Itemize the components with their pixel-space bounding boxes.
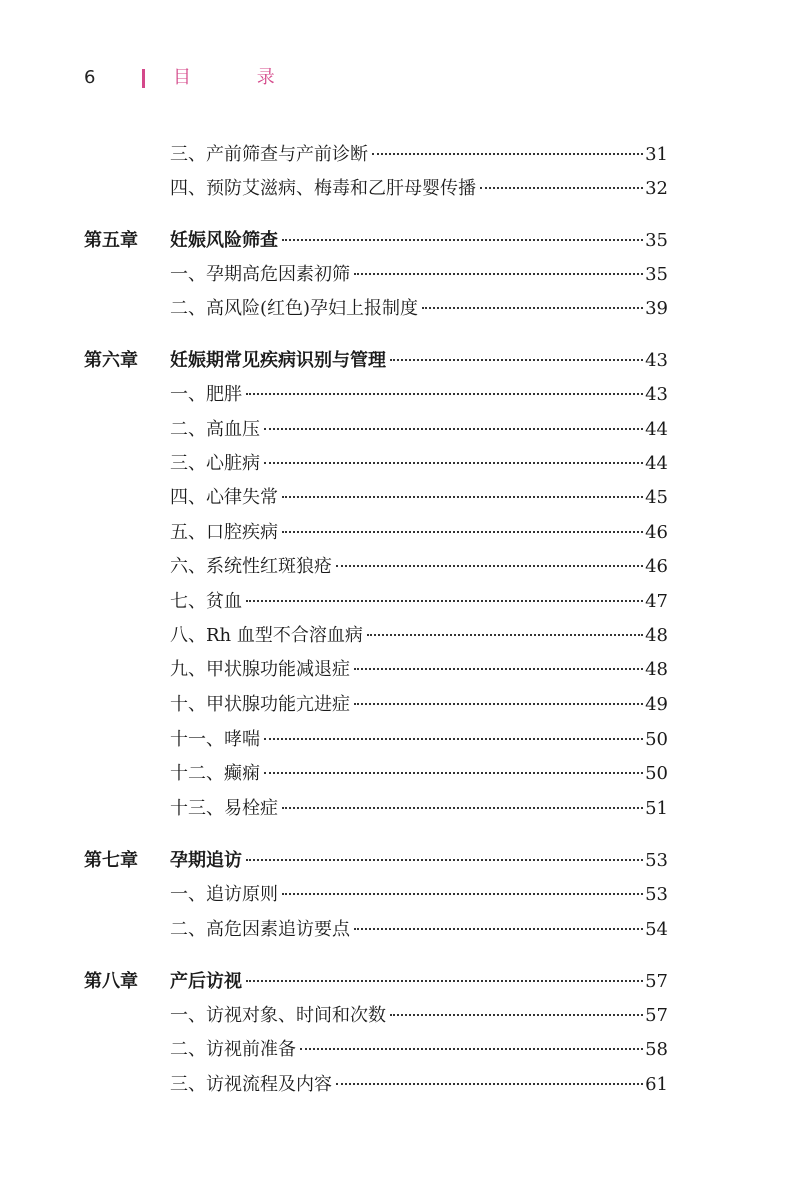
- leader-dots: [354, 273, 643, 275]
- leader-dots: [422, 307, 643, 309]
- toc-entry-page: 44: [645, 419, 668, 440]
- toc-entry-title: 十一、哮喘: [170, 729, 260, 750]
- toc-entry-page: 35: [645, 264, 668, 285]
- leader-dots: [354, 928, 643, 930]
- leader-dots: [480, 187, 643, 189]
- toc-entry-page: 61: [645, 1074, 668, 1095]
- leader-dots: [336, 1083, 643, 1085]
- toc-entry[interactable]: [170, 795, 668, 823]
- toc-entry-page: 48: [645, 659, 668, 680]
- toc-entry-page: 46: [645, 556, 668, 577]
- leader-dots: [367, 634, 643, 636]
- leader-dots: [390, 1014, 643, 1016]
- leader-dots: [264, 462, 643, 464]
- header-title: 目 录: [173, 67, 305, 88]
- leader-dots: [354, 668, 643, 670]
- chapter-page: 35: [645, 230, 668, 251]
- leader-dots: [246, 600, 643, 602]
- toc-entry-title: 八、Rh 血型不合溶血病: [170, 625, 363, 646]
- toc-entry-page: 32: [645, 178, 668, 199]
- toc-entry[interactable]: [170, 588, 668, 616]
- toc-entry[interactable]: [170, 656, 668, 684]
- leader-dots: [372, 153, 643, 155]
- toc-chapter[interactable]: [84, 968, 668, 996]
- chapter-number: 第六章: [84, 350, 138, 371]
- leader-dots: [354, 703, 643, 705]
- toc-entry[interactable]: [170, 1002, 668, 1030]
- leader-dots: [282, 239, 643, 241]
- toc-entry[interactable]: [170, 261, 668, 289]
- toc-entry-title: 三、产前筛查与产前诊断: [170, 144, 368, 165]
- toc-entry-title: 六、系统性红斑狼疮: [170, 556, 332, 577]
- toc-entry-title: 一、追访原则: [170, 884, 278, 905]
- chapter-title: 产后访视: [170, 971, 242, 992]
- toc-entry-title: 三、心脏病: [170, 453, 260, 474]
- toc-chapter[interactable]: [84, 347, 668, 375]
- toc-entry[interactable]: [170, 519, 668, 547]
- toc-entry[interactable]: [170, 1036, 668, 1064]
- leader-dots: [264, 738, 643, 740]
- toc-entry-page: 46: [645, 522, 668, 543]
- chapter-title: 孕期追访: [170, 850, 242, 871]
- toc-entry[interactable]: [170, 726, 668, 754]
- toc-entry-title: 七、贫血: [170, 591, 242, 612]
- toc-entry-page: 57: [645, 1005, 668, 1026]
- toc-entry-page: 44: [645, 453, 668, 474]
- chapter-number: 第五章: [84, 230, 138, 251]
- chapter-number: 第七章: [84, 850, 138, 871]
- toc-entry-page: 49: [645, 694, 668, 715]
- toc-entry-page: 58: [645, 1039, 668, 1060]
- toc-entry-title: 四、心律失常: [170, 487, 278, 508]
- leader-dots: [282, 496, 643, 498]
- chapter-page: 53: [645, 850, 668, 871]
- toc-entry-title: 十、甲状腺功能亢进症: [170, 694, 350, 715]
- chapter-page: 43: [645, 350, 668, 371]
- toc-entry-title: 五、口腔疾病: [170, 522, 278, 543]
- toc-entry-page: 39: [645, 298, 668, 319]
- leader-dots: [246, 980, 643, 982]
- toc-entry-title: 一、肥胖: [170, 384, 242, 405]
- leader-dots: [246, 859, 643, 861]
- toc-entry[interactable]: [170, 484, 668, 512]
- leader-dots: [336, 565, 643, 567]
- toc-entry[interactable]: [170, 416, 668, 444]
- toc-entry-title: 十三、易栓症: [170, 798, 278, 819]
- toc-entry-title: 一、访视对象、时间和次数: [170, 1005, 386, 1026]
- toc-entry[interactable]: [170, 450, 668, 478]
- leader-dots: [264, 428, 643, 430]
- toc-entry-page: 50: [645, 763, 668, 784]
- toc-entry-title: 二、访视前准备: [170, 1039, 296, 1060]
- toc-entry[interactable]: [170, 295, 668, 323]
- toc-entry-title: 十二、癫痫: [170, 763, 260, 784]
- toc-entry-page: 47: [645, 591, 668, 612]
- chapter-title: 妊娠风险筛查: [170, 230, 278, 251]
- leader-dots: [282, 807, 643, 809]
- leader-dots: [282, 893, 643, 895]
- chapter-number: 第八章: [84, 971, 138, 992]
- toc-entry-title: 三、访视流程及内容: [170, 1074, 332, 1095]
- toc-entry-page: 51: [645, 798, 668, 819]
- toc-entry[interactable]: [170, 141, 668, 169]
- leader-dots: [282, 531, 643, 533]
- leader-dots: [246, 393, 643, 395]
- toc-chapter[interactable]: [84, 227, 668, 255]
- toc-entry-title: 二、高血压: [170, 419, 260, 440]
- toc-entry-page: 48: [645, 625, 668, 646]
- toc-chapter[interactable]: [84, 847, 668, 875]
- chapter-title: 妊娠期常见疾病识别与管理: [170, 350, 386, 371]
- leader-dots: [390, 359, 643, 361]
- toc-entry[interactable]: [170, 553, 668, 581]
- toc-entry[interactable]: [170, 881, 668, 909]
- toc-entry[interactable]: [170, 381, 668, 409]
- toc-entry[interactable]: [170, 916, 668, 944]
- chapter-page: 57: [645, 971, 668, 992]
- toc-entry[interactable]: [170, 1071, 668, 1099]
- toc-entry-page: 54: [645, 919, 668, 940]
- toc-entry[interactable]: [170, 691, 668, 719]
- toc-entry-title: 一、孕期高危因素初筛: [170, 264, 350, 285]
- toc-entry-title: 二、高风险(红色)孕妇上报制度: [170, 298, 419, 319]
- toc-entry-page: 31: [645, 144, 668, 165]
- toc-entry-title: 二、高危因素追访要点: [170, 919, 350, 940]
- toc-entry[interactable]: [170, 622, 668, 650]
- toc-entry[interactable]: [170, 760, 668, 788]
- toc-entry-title: 九、甲状腺功能减退症: [170, 659, 350, 680]
- toc-entry-page: 43: [645, 384, 668, 405]
- leader-dots: [264, 772, 643, 774]
- page-number: 6: [84, 67, 96, 88]
- leader-dots: [300, 1048, 643, 1050]
- header-divider: [142, 69, 145, 88]
- toc-entry-page: 45: [645, 487, 668, 508]
- toc-entry[interactable]: [170, 175, 668, 203]
- toc-entry-page: 50: [645, 729, 668, 750]
- toc-entry-page: 53: [645, 884, 668, 905]
- toc-entry-title: 四、预防艾滋病、梅毒和乙肝母婴传播: [170, 178, 476, 199]
